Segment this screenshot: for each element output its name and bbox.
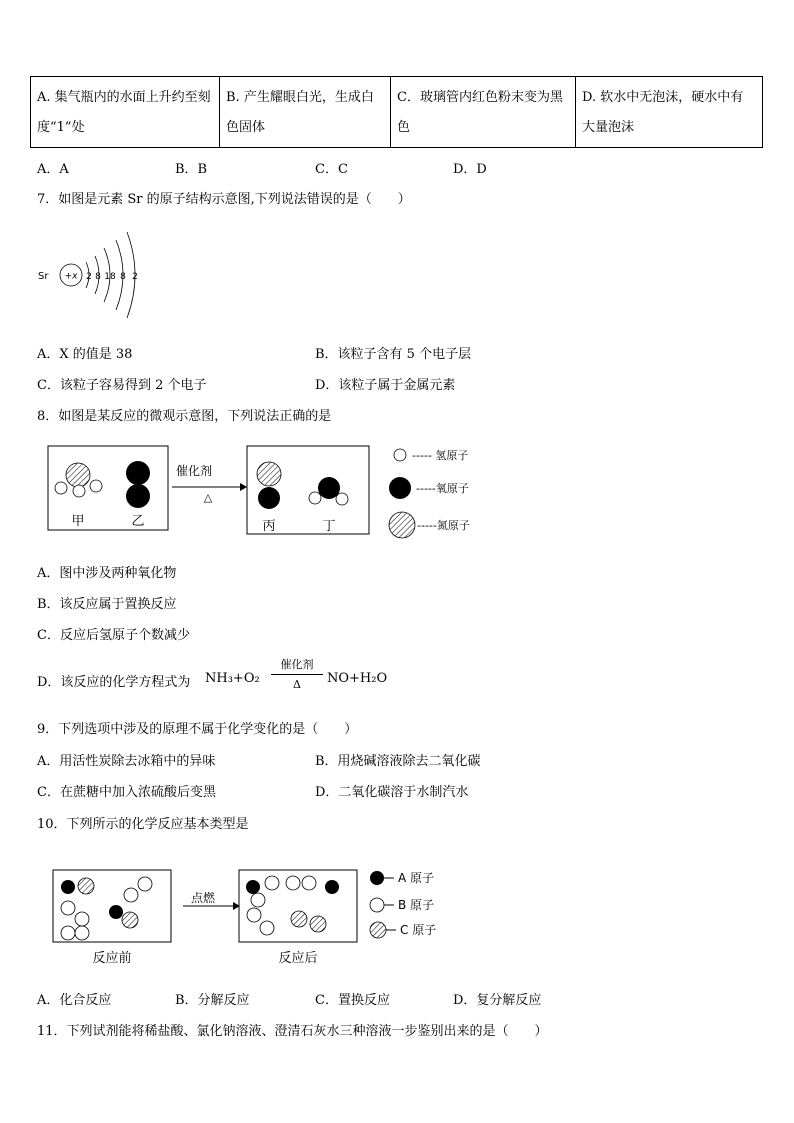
arrow-head (240, 483, 247, 491)
q9-stem: 9．下列选项中涉及的原理不属于化学变化的是（ ） (37, 722, 358, 737)
a-atom (61, 880, 75, 894)
h-atom (73, 485, 85, 497)
a-atom (109, 905, 123, 919)
shell-electrons-5: 2 (132, 272, 138, 282)
h-atom (55, 482, 67, 494)
q6-option-a: A．A (37, 162, 69, 177)
shell-electrons-1: 2 (86, 272, 92, 282)
q9-option-d: D．二氧化碳溶于水制汽水 (315, 785, 469, 800)
q8-option-c: C．反应后氢原子个数减少 (37, 628, 190, 643)
o-atom (126, 461, 150, 485)
q6-table-cell-d: D. 软水中无泡沫，硬水中有大量泡沫 (576, 77, 763, 148)
c-atom (122, 912, 138, 928)
legend-a-atom-label: A 原子 (398, 871, 435, 885)
shell-electrons-3: 18 (104, 272, 116, 282)
q7-option-b: B．该粒子含有 5 个电子层 (315, 347, 472, 362)
shell-electrons-4: 8 (120, 272, 126, 282)
q10-option-a: A．化合反应 (37, 993, 112, 1008)
c-atom (78, 878, 94, 894)
legend-o-atom-label: -----氧原子 (416, 482, 469, 495)
b-atom (286, 876, 300, 890)
h-atom (309, 492, 321, 504)
o-atom (258, 487, 280, 509)
after-label: 反应后 (278, 951, 318, 966)
n-atom (66, 463, 90, 487)
q11-stem: 11．下列试剂能将稀盐酸、氯化钠溶液、澄清石灰水三种溶液一步鉴别出来的是（ ） (37, 1024, 548, 1039)
q9-option-a: A．用活性炭除去冰箱中的异味 (37, 754, 216, 769)
a-atom (325, 880, 339, 894)
sr-atom-structure-diagram (30, 222, 160, 332)
b-atom (75, 926, 89, 940)
label-ding: 丁 (322, 519, 336, 534)
n-atom (257, 462, 281, 486)
q9-option-c: C．在蔗糖中加入浓硫酸后变黑 (37, 785, 216, 800)
q10-stem: 10．下列所示的化学反应基本类型是 (37, 817, 249, 832)
reaction-before-after-diagram (45, 862, 465, 972)
legend-n-atom-label: -----氮原子 (417, 519, 470, 532)
h-atom (90, 480, 102, 492)
b-atom (75, 912, 89, 926)
b-atom (61, 901, 75, 915)
q10-option-d: D．复分解反应 (453, 993, 542, 1008)
shell-electrons-2: 8 (95, 272, 101, 282)
q7-stem: 7．如图是元素 Sr 的原子结构示意图,下列说法错误的是（ ） (37, 192, 411, 207)
equation-right-side: NO+H₂O (327, 671, 388, 686)
b-atom (302, 876, 316, 890)
q8-option-d (37, 656, 457, 696)
q6-table-cell-a: A. 集气瓶内的水面上升约至刻度“1”处 (31, 77, 220, 148)
c-atom (310, 916, 326, 932)
legend-n-atom-icon (389, 512, 415, 538)
before-label: 反应前 (92, 951, 132, 966)
q10-option-c: C．置换反应 (315, 993, 390, 1008)
h-atom (336, 493, 348, 505)
q9-option-b: B．用烧碱溶液除去二氧化碳 (315, 754, 481, 769)
b-atom (138, 877, 152, 891)
b-atom (124, 888, 138, 902)
legend-b-atom-icon (370, 898, 384, 912)
q8-option-b: B．该反应属于置换反应 (37, 597, 177, 612)
q8-option-a: A．图中涉及两种氧化物 (37, 566, 177, 581)
b-atom (260, 921, 274, 935)
q7-option-a: A．X 的值是 38 (37, 347, 133, 362)
q6-table-cell-c: C．玻璃管内红色粉末变为黑色 (391, 77, 576, 148)
b-atom (61, 926, 75, 940)
equation-reaction-bar (271, 674, 323, 675)
equation-condition-catalyst: 催化剂 (280, 658, 314, 671)
legend-b-atom-label: B 原子 (398, 898, 435, 912)
q6-option-d: D．D (453, 162, 487, 177)
q6-option-b: B．B (175, 162, 208, 177)
label-jia: 甲 (71, 514, 85, 529)
label-bing: 丙 (262, 519, 276, 534)
q8-stem: 8．如图是某反应的微观示意图，下列说法正确的是 (37, 409, 332, 424)
arrow-condition-ignite: 点燃 (190, 891, 216, 905)
q7-option-c: C．该粒子容易得到 2 个电子 (37, 378, 207, 393)
b-atom (247, 908, 261, 922)
arrow-condition-catalyst: 催化剂 (175, 464, 213, 478)
legend-o-atom-icon (389, 477, 411, 499)
a-atom (246, 880, 260, 894)
legend-c-atom-label: C 原子 (400, 923, 437, 937)
reaction-micro-diagram (40, 438, 490, 546)
legend-h-atom-label: ----- 氢原子 (412, 449, 469, 462)
legend-a-atom-icon (370, 871, 384, 885)
q7-option-d: D．该粒子属于金属元素 (315, 378, 456, 393)
legend-c-atom-icon (370, 922, 386, 938)
arrow-condition-heat: △ (203, 491, 213, 504)
b-atom (251, 893, 265, 907)
nucleus-charge: +x (64, 271, 78, 282)
sr-symbol: Sr (38, 271, 49, 282)
b-atom (265, 876, 279, 890)
c-atom (291, 911, 307, 927)
q8-option-d-prefix: D．该反应的化学方程式为 (37, 675, 191, 690)
equation-left-side: NH₃+O₂ (205, 671, 260, 686)
legend-h-atom-icon (394, 449, 406, 461)
q6-options-table (30, 76, 763, 148)
q10-option-b: B．分解反应 (175, 993, 250, 1008)
q6-option-c: C．C (315, 162, 348, 177)
o-atom (126, 484, 150, 508)
q6-table-cell-b: B. 产生耀眼白光，生成白色固体 (220, 77, 391, 148)
equation-condition-heat: Δ (293, 678, 301, 691)
label-yi: 乙 (131, 514, 145, 529)
